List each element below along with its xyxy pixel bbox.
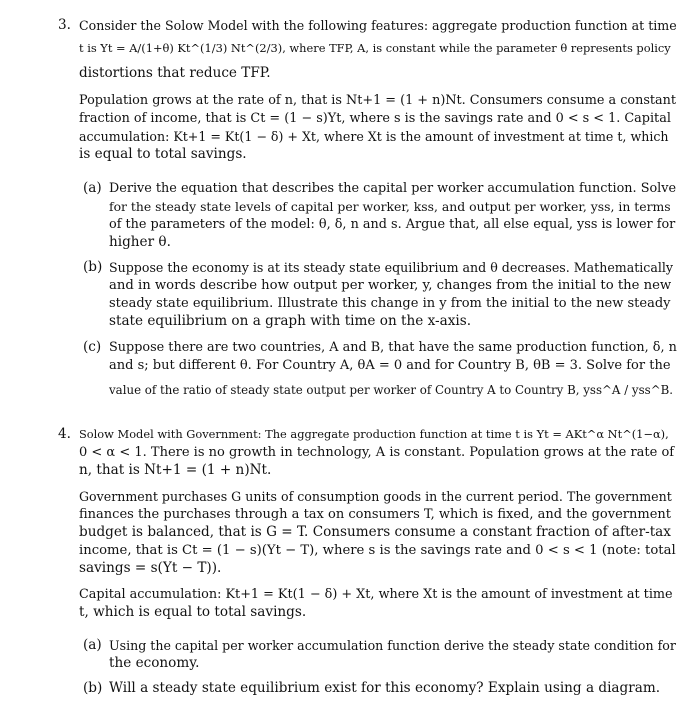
q4a-line: Using the capital per worker accumulation function derive the steady state condition for (109, 638, 676, 653)
q3a-line: of the parameters of the model: θ, δ, n and s. Argue that, all else equal, yss is lower for (109, 217, 676, 232)
q3a-line: for the steady state levels of capital per worker, kss, and output per worker, yss, in terms (109, 199, 671, 214)
q3a-line: Derive the equation that describes the capital per worker accumulation function. Solve (109, 181, 677, 196)
part-label: (a) (83, 637, 102, 653)
q3c-line: value of the ratio of steady state output per worker of Country A to Country B, yss^A / yss^B. (109, 383, 673, 397)
question-number: 3. (58, 17, 71, 33)
q3-paragraph-line: accumulation: Kt+1 = Kt(1 − δ) + Xt, where Xt is the amount of investment at time t, which (79, 129, 669, 144)
q4-paragraph-line: finances the purchases through a tax on consumers T, which is fixed, and the government (79, 507, 672, 522)
q3a-line: higher θ. (109, 234, 171, 250)
q3b-line: state equilibrium on a graph with time on the x-axis. (109, 313, 472, 329)
q3-paragraph-line: Population grows at the rate of n, that is Nt+1 = (1 + n)Nt. Consumers consume a constant (79, 93, 677, 108)
q4-paragraph-line: Government purchases G units of consumption goods in the current period. The government (79, 489, 672, 504)
q3b-line: and in words describe how output per worker, y, changes from the initial to the new (109, 278, 672, 293)
q3-intro-line: t is Yt = A/(1+θ) Kt^(1/3) Nt^(2/3), where TFP, A, is constant while the parameter θ represents policy (79, 41, 671, 55)
q4-intro-line: Solow Model with Government: The aggregate production function at time t is Yt = AKt^α Nt^(1−α), (79, 427, 669, 441)
q3b-line: Suppose the economy is at its steady state equilibrium and θ decreases. Mathematically (109, 260, 674, 275)
q3-paragraph-line: fraction of income, that is Ct = (1 − s)Yt, where s is the savings rate and 0 < s < 1. Capital (79, 111, 671, 126)
q4-paragraph-line: income, that is Ct = (1 − s)(Yt − T), where s is the savings rate and 0 < s < 1 (note: total (79, 543, 676, 558)
q4-paragraph-line: t, which is equal to total savings. (79, 604, 307, 620)
q3c-line: and s; but different θ. For Country A, θA = 0 and for Country B, θB = 3. Solve for the (109, 358, 671, 373)
q4-paragraph-line: budget is balanced, that is G = T. Consumers consume a constant fraction of after-tax (79, 524, 671, 540)
q3-intro-line: Consider the Solow Model with the following features: aggregate production function at time (79, 18, 677, 33)
q4-paragraph-line: savings = s(Yt − T)). (79, 560, 222, 576)
q3c-line: Suppose there are two countries, A and B, that have the same production function, δ, n (109, 340, 677, 355)
q4-intro-line: 0 < α < 1. There is no growth in technology, A is constant. Population grows at the rate of (79, 445, 675, 460)
q4b-line: Will a steady state equilibrium exist for this economy? Explain using a diagram. (109, 680, 661, 696)
q3-intro-line: distortions that reduce TFP. (79, 65, 271, 81)
question-number: 4. (58, 426, 71, 442)
part-label: (b) (83, 259, 103, 275)
part-label: (b) (83, 680, 103, 696)
part-label: (c) (83, 339, 102, 355)
q4-paragraph-line: Capital accumulation: Kt+1 = Kt(1 − δ) + Xt, where Xt is the amount of investment at time (79, 587, 673, 602)
q4-intro-line: n, that is Nt+1 = (1 + n)Nt. (79, 462, 272, 478)
part-label: (a) (83, 180, 102, 196)
q3-paragraph-line: is equal to total savings. (79, 146, 247, 162)
q3b-line: steady state equilibrium. Illustrate this change in y from the initial to the new steady (109, 296, 671, 311)
q4a-line: the economy. (109, 655, 200, 671)
